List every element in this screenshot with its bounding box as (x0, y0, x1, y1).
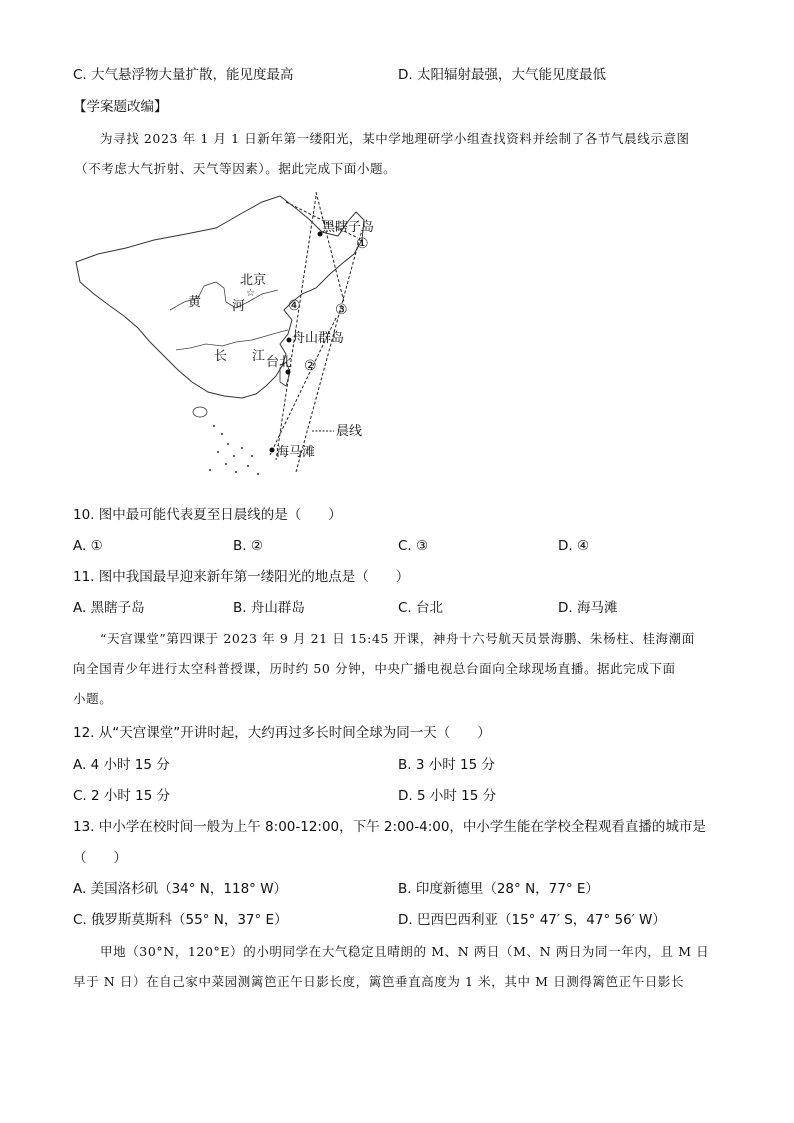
q10-stem: 10. 图中最可能代表夏至日晨线的是（ ） (73, 507, 342, 523)
intro-paragraph-1-line-2: （不考虑大气折射、天气等因素）。据此完成下面小题。 (75, 161, 397, 176)
q11-option-a: A. 黑瞎子岛 (73, 600, 145, 616)
option-d: D. 太阳辐射最强，大气能见度最低 (398, 67, 606, 83)
label-haima: 海马滩 (276, 445, 316, 460)
intro-paragraph-1-line-1: 为寻找 2023 年 1 月 1 日新年第一缕阳光，某中学地理研学小组查找资料并绘制了各节气晨线示意图 (100, 131, 690, 146)
q11-stem: 11. 图中我国最早迎来新年第一缕阳光的地点是（ ） (73, 569, 410, 585)
section-heading: 【学案题改编】 (73, 99, 168, 115)
q11-option-c: C. 台北 (398, 600, 444, 616)
label-he: 河 (232, 299, 246, 314)
label-jiang: 江 (252, 349, 266, 364)
dawn-line-map (66, 190, 396, 485)
label-heixiazi: 黑瞎子岛 (322, 220, 375, 235)
label-beijing: 北京 (240, 273, 267, 288)
intro-paragraph-2-line-2: 向全国青少年进行太空科普授课，历时约 50 分钟，中央广播电视总台面向全球现场直播。据此完成下面 (73, 661, 676, 676)
q11-option-d: D. 海马滩 (558, 600, 618, 616)
intro-paragraph-3-line-2: 早于 N 日）在自己家中菜园测篱笆正午日影长度，篱笆垂直高度为 1 米，其中 M 日测得篱笆正午日影长 (73, 974, 685, 989)
mark-2: ② (304, 358, 317, 374)
q12-option-a: A. 4 小时 15 分 (73, 757, 170, 773)
intro-paragraph-2-line-1: “天宫课堂”第四课于 2023 年 9 月 21 日 15:45 开课，神舟十六号航天员景海鹏、朱杨柱、桂海潮面 (100, 631, 695, 646)
q13-option-a: A. 美国洛杉矶（34° N，118° W） (73, 881, 288, 897)
haima-dot (270, 448, 275, 453)
south-sea-islands (209, 425, 259, 475)
mark-1: ① (356, 236, 369, 252)
q13-option-b: B. 印度新德里（28° N，77° E） (398, 881, 599, 897)
mark-4: ④ (288, 298, 301, 314)
legend-label: 晨线 (336, 424, 363, 439)
dawn-line-4 (276, 196, 316, 460)
q10-option-d: D. ④ (558, 538, 590, 554)
hainan-outline (193, 407, 207, 417)
q13-answer-bracket: （ ） (73, 850, 127, 866)
q10-option-b: B. ② (233, 538, 263, 554)
taibei-dot (286, 370, 291, 375)
q12-option-d: D. 5 小时 15 分 (398, 788, 497, 804)
intro-paragraph-3-line-1: 甲地（30°N，120°E）的小明同学在大气稳定且晴朗的 M、N 两日（M、N 两日为同一年内，且 M 日 (100, 944, 710, 959)
dawn-line-3 (316, 192, 344, 302)
q13-stem: 13. 中小学在校时间一般为上午 8:00-12:00，下午 2:00-4:00，中小学生能在学校全程观看直播的城市是 (73, 819, 706, 835)
q13-option-d: D. 巴西巴西利亚（15° 47′ S，47° 56′ W） (398, 912, 666, 928)
label-taibei: 台北 (266, 355, 293, 370)
mark-3: ③ (335, 302, 348, 318)
option-c: C. 大气悬浮物大量扩散，能见度最高 (73, 67, 294, 83)
beijing-star: ☆ (246, 288, 255, 299)
china-outline (76, 196, 364, 398)
label-zhoushan: 舟山群岛 (292, 331, 345, 346)
q12-option-c: C. 2 小时 15 分 (73, 788, 171, 804)
q12-stem: 12. 从“天宫课堂”开讲时起，大约再过多长时间全球为同一天（ ） (73, 725, 491, 741)
q10-option-c: C. ③ (398, 538, 429, 554)
yangtze-river (176, 330, 288, 350)
label-huang: 黄 (188, 295, 202, 310)
q11-option-b: B. 舟山群岛 (233, 600, 305, 616)
zhoushan-dot (287, 338, 292, 343)
intro-paragraph-2-line-3: 小题。 (73, 691, 113, 706)
q12-option-b: B. 3 小时 15 分 (398, 757, 495, 773)
label-chang: 长 (214, 349, 228, 364)
q13-option-c: C. 俄罗斯莫斯科（55° N，37° E） (73, 912, 288, 928)
q10-option-a: A. ① (73, 538, 103, 554)
